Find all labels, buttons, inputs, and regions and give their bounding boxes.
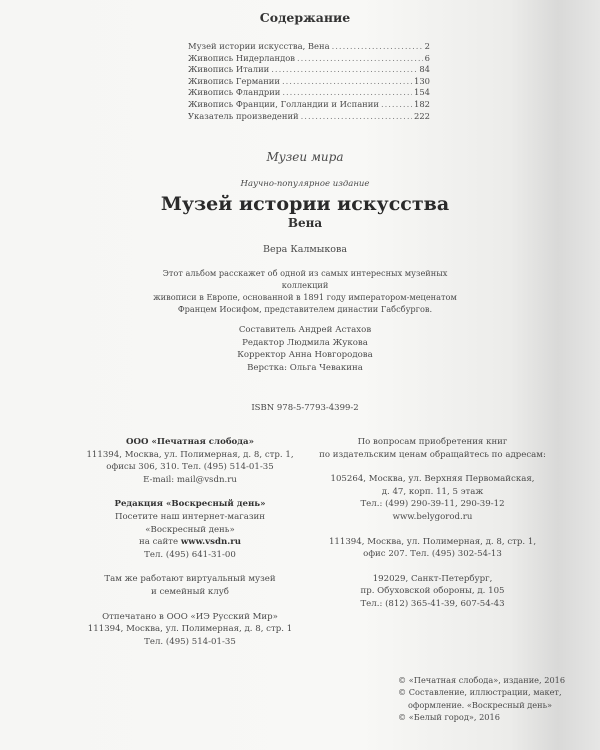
toc-label: Музей истории искусства, Вена	[188, 41, 330, 51]
publisher-info	[70, 436, 310, 648]
toc-page: 2	[424, 41, 430, 51]
editorial-name: Редакция «Воскресный день»	[114, 499, 266, 510]
toc-item	[188, 99, 430, 111]
address-line: Тел.: (812) 365-41-39, 607-54-43	[360, 598, 505, 609]
toc-item	[188, 76, 430, 88]
credits	[200, 324, 410, 374]
publisher-name: ООО «Печатная слобода»	[126, 437, 254, 447]
toc-item	[188, 111, 430, 123]
copyright-line: © «Белый город», 2016	[398, 712, 500, 723]
address-line: 111394, Москва, ул. Полимерная, д. 8, стр. 1,	[328, 536, 537, 547]
toc-item	[188, 64, 430, 76]
toc-page: 6	[424, 52, 430, 63]
toc-page: 84	[419, 64, 430, 75]
copyright-line: оформление. «Воскресный день»	[408, 699, 553, 710]
printer-line: Тел. (495) 514-01-35	[144, 636, 236, 647]
publisher-email: E-mail: mail@vsdn.ru	[143, 474, 237, 485]
toc-page: 154	[414, 87, 430, 98]
toc-leader	[297, 53, 423, 65]
address-line: 105264, Москва, ул. Верхняя Первомайская,	[330, 474, 535, 485]
address-line: д. 47, корп. 11, 5 этаж	[381, 486, 484, 497]
toc-leader	[282, 76, 412, 88]
copyright-block	[398, 674, 588, 724]
toc-item	[188, 87, 430, 99]
sales-intro: По вопросам приобретения книг	[357, 437, 508, 447]
toc-label: Живопись Италии	[188, 64, 270, 75]
museum-line: Там же работают виртуальный музей	[104, 574, 276, 585]
series-name: Музеи мира	[266, 150, 344, 164]
table-of-contents	[188, 41, 430, 122]
book-subtitle: Вена	[287, 216, 323, 230]
toc-item	[188, 53, 430, 65]
publisher-line: 111394, Москва, ул. Полимерная, д. 8, стр. 1,	[86, 449, 294, 460]
printer-line: 111394, Москва, ул. Полимерная, д. 8, стр. 1	[87, 624, 293, 635]
credit-line: Редактор Людмила Жукова	[242, 337, 368, 348]
sales-intro: по издательским ценам обращайтесь по адресам:	[319, 449, 546, 460]
copyright-line: © «Печатная слобода», издание, 2016	[398, 675, 566, 685]
toc-item	[188, 41, 430, 53]
toc-label: Живопись Фландрии	[188, 87, 281, 98]
address-line: офис 207. Тел. (495) 302-54-13	[363, 549, 502, 560]
book-author: Вера Калмыкова	[262, 244, 348, 255]
editorial-line: Посетите наш интернет-магазин	[114, 511, 266, 522]
toc-page: 222	[414, 110, 430, 121]
book-title: Музей истории искусства	[160, 193, 450, 215]
site-link[interactable]: www.vsdn.ru	[180, 537, 241, 548]
editorial-line: «Воскресный день»	[145, 524, 235, 535]
toc-heading: Содержание	[259, 10, 351, 25]
book-description	[140, 267, 470, 315]
isbn: ISBN 978-5-7793-4399-2	[251, 403, 359, 413]
description-line: Францем Иосифом, представителем династии Габсбургов.	[177, 304, 433, 314]
toc-leader	[332, 41, 423, 53]
toc-page: 182	[414, 98, 430, 109]
edition-kind: Научно-популярное издание	[240, 179, 370, 189]
credit-line: Составитель Андрей Астахов	[238, 325, 372, 335]
description-line: живописи в Европе, основанной в 1891 году императором-меценатом	[153, 292, 457, 302]
copyright-line: © Составление, иллюстрации, макет,	[398, 687, 562, 698]
toc-label: Живопись Франции, Голландии и Испании	[188, 98, 379, 109]
publisher-line: офисы 306, 310. Тел. (495) 514-01-35	[106, 462, 274, 473]
site-prefix: на сайте	[138, 537, 179, 548]
toc-leader	[301, 111, 412, 123]
address-line: 192029, Санкт-Петербург,	[372, 573, 493, 584]
printer-line: Отпечатано в ООО «ИЭ Русский Мир»	[102, 611, 278, 622]
editorial-phone: Тел. (495) 641-31-00	[144, 549, 236, 560]
toc-leader	[381, 99, 412, 111]
toc-label: Указатель произведений	[188, 110, 299, 121]
address-website: www.belygorod.ru	[392, 511, 473, 522]
credit-line: Верстка: Ольга Чевакина	[247, 362, 363, 373]
credit-line: Корректор Анна Новгородова	[237, 350, 373, 361]
museum-line: и семейный клуб	[151, 586, 229, 597]
toc-leader	[282, 87, 412, 99]
sales-addresses	[305, 436, 560, 611]
toc-page: 130	[414, 75, 430, 86]
description-line: Этот альбом расскажет об одной из самых интересных музейных коллекций	[162, 268, 448, 290]
address-line: Тел.: (499) 290-39-11, 290-39-12	[360, 499, 505, 510]
address-line: пр. Обуховской обороны, д. 105	[360, 586, 505, 597]
toc-leader	[271, 64, 417, 76]
toc-label: Живопись Нидерландов	[188, 52, 295, 63]
toc-label: Живопись Германии	[188, 75, 280, 86]
